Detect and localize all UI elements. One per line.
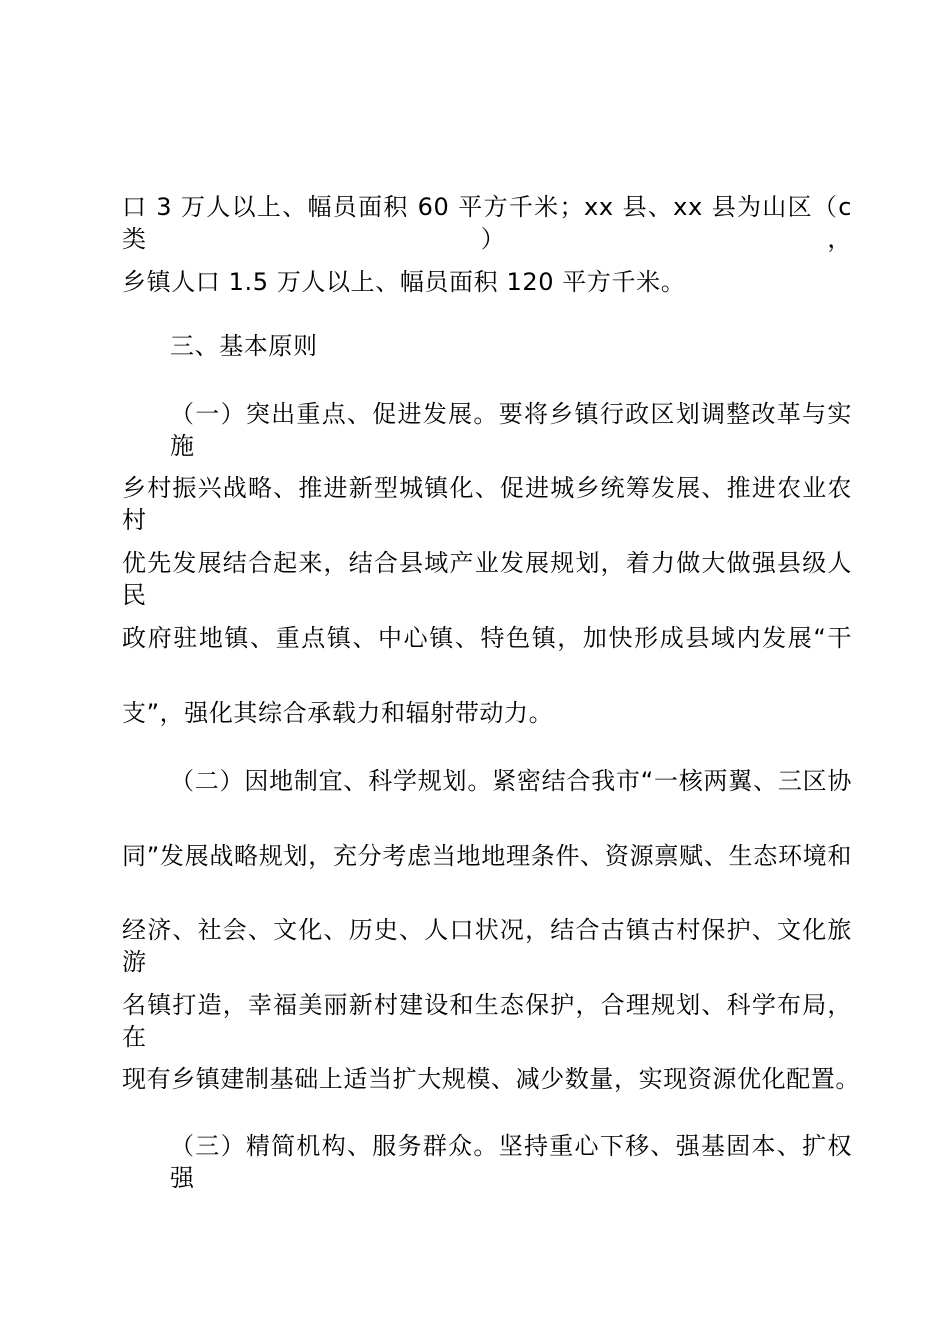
paragraph-line: （二）因地制宜、科学规划。紧密结合我市“一核两翼、三区协 (170, 767, 852, 795)
paragraph-line: （三）精简机构、服务群众。坚持重心下移、强基固本、扩权强 (170, 1132, 852, 1192)
paragraph-line: 乡镇人口 1.5 万人以上、幅员面积 120 平方千米。 (122, 268, 686, 296)
paragraph-line: 支”，强化其综合承载力和辐射带动力。 (122, 699, 554, 727)
paragraph-line: 现有乡镇建制基础上适当扩大规模、减少数量，实现资源优化配置。 (122, 1065, 860, 1093)
paragraph-line: （一）突出重点、促进发展。要将乡镇行政区划调整改革与实施 (170, 400, 852, 460)
paragraph-line: 优先发展结合起来，结合县域产业发展规划，着力做大做强县级人民 (122, 549, 852, 609)
paragraph-line: 政府驻地镇、重点镇、中心镇、特色镇，加快形成县域内发展“干 (122, 624, 852, 652)
paragraph-line: 同”发展战略规划，充分考虑当地地理条件、资源禀赋、生态环境和 (122, 842, 852, 870)
paragraph-line: 乡村振兴战略、推进新型城镇化、促进城乡统筹发展、推进农业农村 (122, 474, 852, 534)
paragraph-line: 口 3 万人以上、幅员面积 60 平方千米；xx 县、xx 县为山区（c 类）， (122, 193, 852, 253)
section-heading: 三、基本原则 (170, 332, 318, 360)
paragraph-line: 名镇打造，幸福美丽新村建设和生态保护，合理规划、科学布局，在 (122, 991, 852, 1051)
paragraph-line: 经济、社会、文化、历史、人口状况，结合古镇古村保护、文化旅游 (122, 916, 852, 976)
